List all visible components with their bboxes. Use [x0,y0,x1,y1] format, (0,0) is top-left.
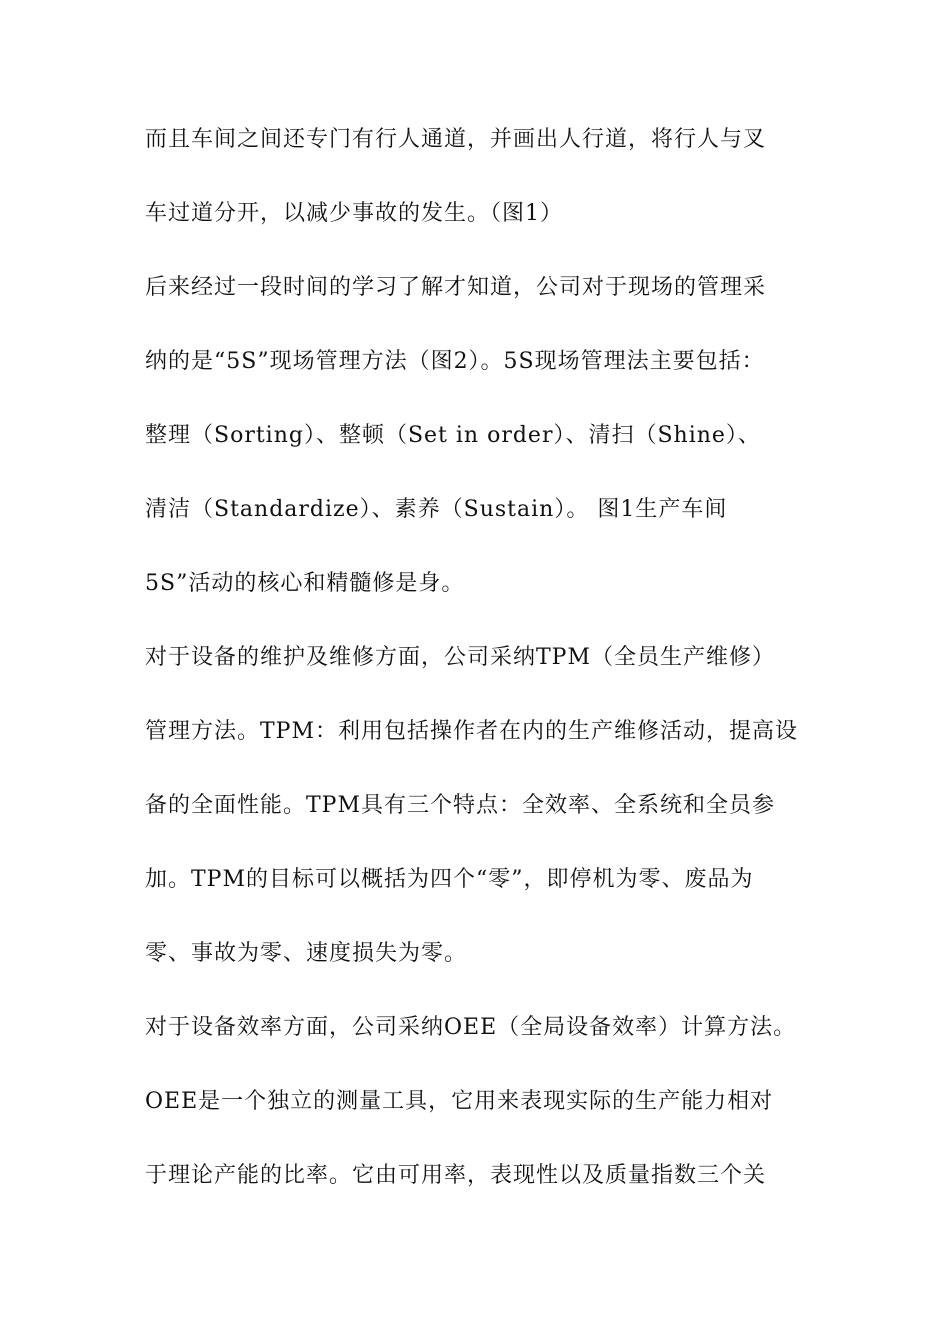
text-line: 对于设备效率方面，公司采纳OEE（全局设备效率）计算方法。 [145,1015,797,1040]
text-line: 而且车间之间还专门有行人通道，并画出人行道，将行人与叉 [145,127,767,152]
document-body [145,128,835,1238]
text-line: 纳的是“5S”现场管理方法（图2）。5S现场管理法主要包括： [145,349,765,374]
text-line: OEE是一个独立的测量工具，它用来表现实际的生产能力相对 [145,1089,774,1114]
text-line: 清洁（Standardize）、素养（Sustain）。 图1生产车间 [145,497,728,522]
text-line: 后来经过一段时间的学习了解才知道，公司对于现场的管理采 [145,275,767,300]
text-line: 整理（Sorting）、整顿（Set in order）、清扫（Shine）、 [145,423,761,448]
text-line: 备的全面性能。TPM具有三个特点：全效率、全系统和全员参 [145,793,776,818]
text-line: 5S”活动的核心和精髓修是身。 [145,571,465,596]
text-line: 管理方法。TPM：利用包括操作者在内的生产维修活动，提高设 [145,719,799,744]
text-line: 对于设备的维护及维修方面，公司采纳TPM（全员生产维修） [145,645,776,670]
text-line: 车过道分开，以减少事故的发生。（图1） [145,201,563,226]
text-line: 加。TPM的目标可以概括为四个“零”，即停机为零、废品为 [145,867,754,892]
text-line: 于理论产能的比率。它由可用率，表现性以及质量指数三个关 [145,1163,767,1188]
text-line: 零、事故为零、速度损失为零。 [145,941,468,966]
